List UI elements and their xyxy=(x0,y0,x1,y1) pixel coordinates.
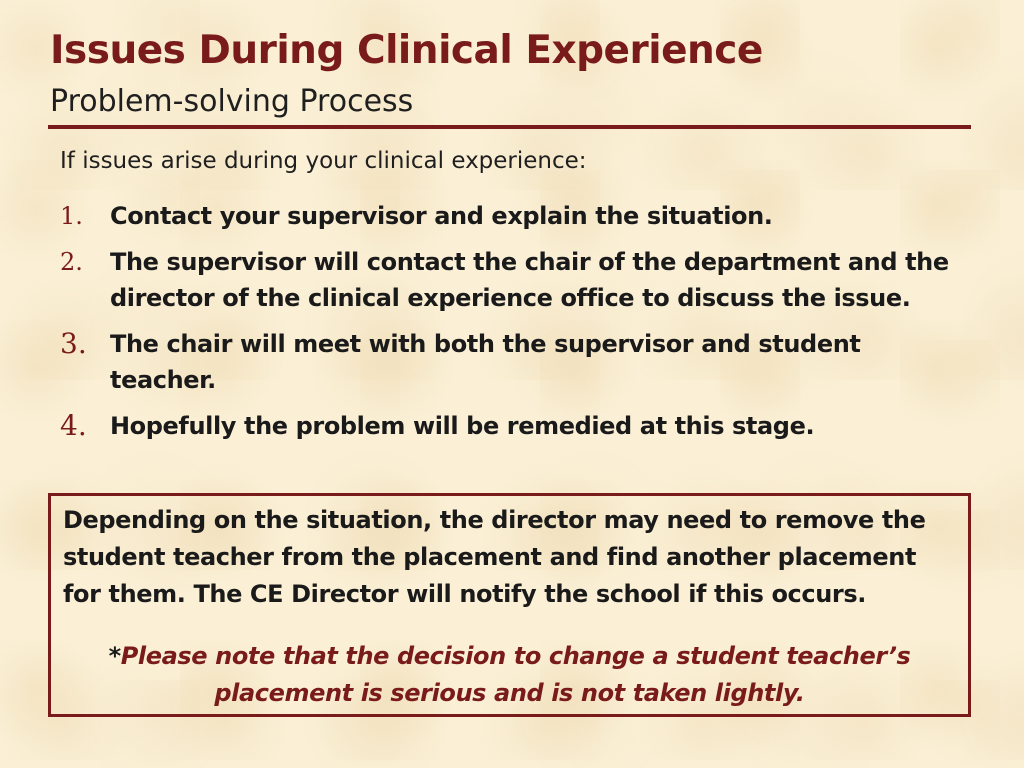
list-item xyxy=(60,198,960,234)
notice-text: Depending on the situation, the director may need to remove the student teacher from the placement and find another placement for them. The CE Director will notify the school if this occurs. xyxy=(63,506,926,608)
list-item xyxy=(60,326,960,398)
step-number: 3. xyxy=(60,327,87,360)
steps-list xyxy=(60,198,960,454)
note-text: Please note that the decision to change a student teacher’s placement is serious and is not taken lightly. xyxy=(120,642,911,707)
note-asterisk: * xyxy=(108,642,121,670)
intro-text: If issues arise during your clinical experience: xyxy=(60,148,587,174)
list-item xyxy=(60,408,960,444)
step-text: Hopefully the problem will be remedied at this stage. xyxy=(110,412,815,440)
slide-title: Issues During Clinical Experience xyxy=(50,28,763,73)
step-number: 1. xyxy=(60,202,83,230)
step-text: The chair will meet with both the supervisor and student teacher. xyxy=(110,330,861,394)
title-divider xyxy=(48,125,971,129)
slide-subtitle: Problem-solving Process xyxy=(50,84,414,119)
step-number: 2. xyxy=(60,248,83,276)
step-text: Contact your supervisor and explain the situation. xyxy=(110,202,773,230)
step-text: The supervisor will contact the chair of the department and the director of the clinical experience office to discuss the issue. xyxy=(110,248,949,312)
step-number: 4. xyxy=(60,409,87,442)
notice-box xyxy=(48,493,971,717)
list-item xyxy=(60,244,960,316)
note-text-block xyxy=(61,638,958,712)
